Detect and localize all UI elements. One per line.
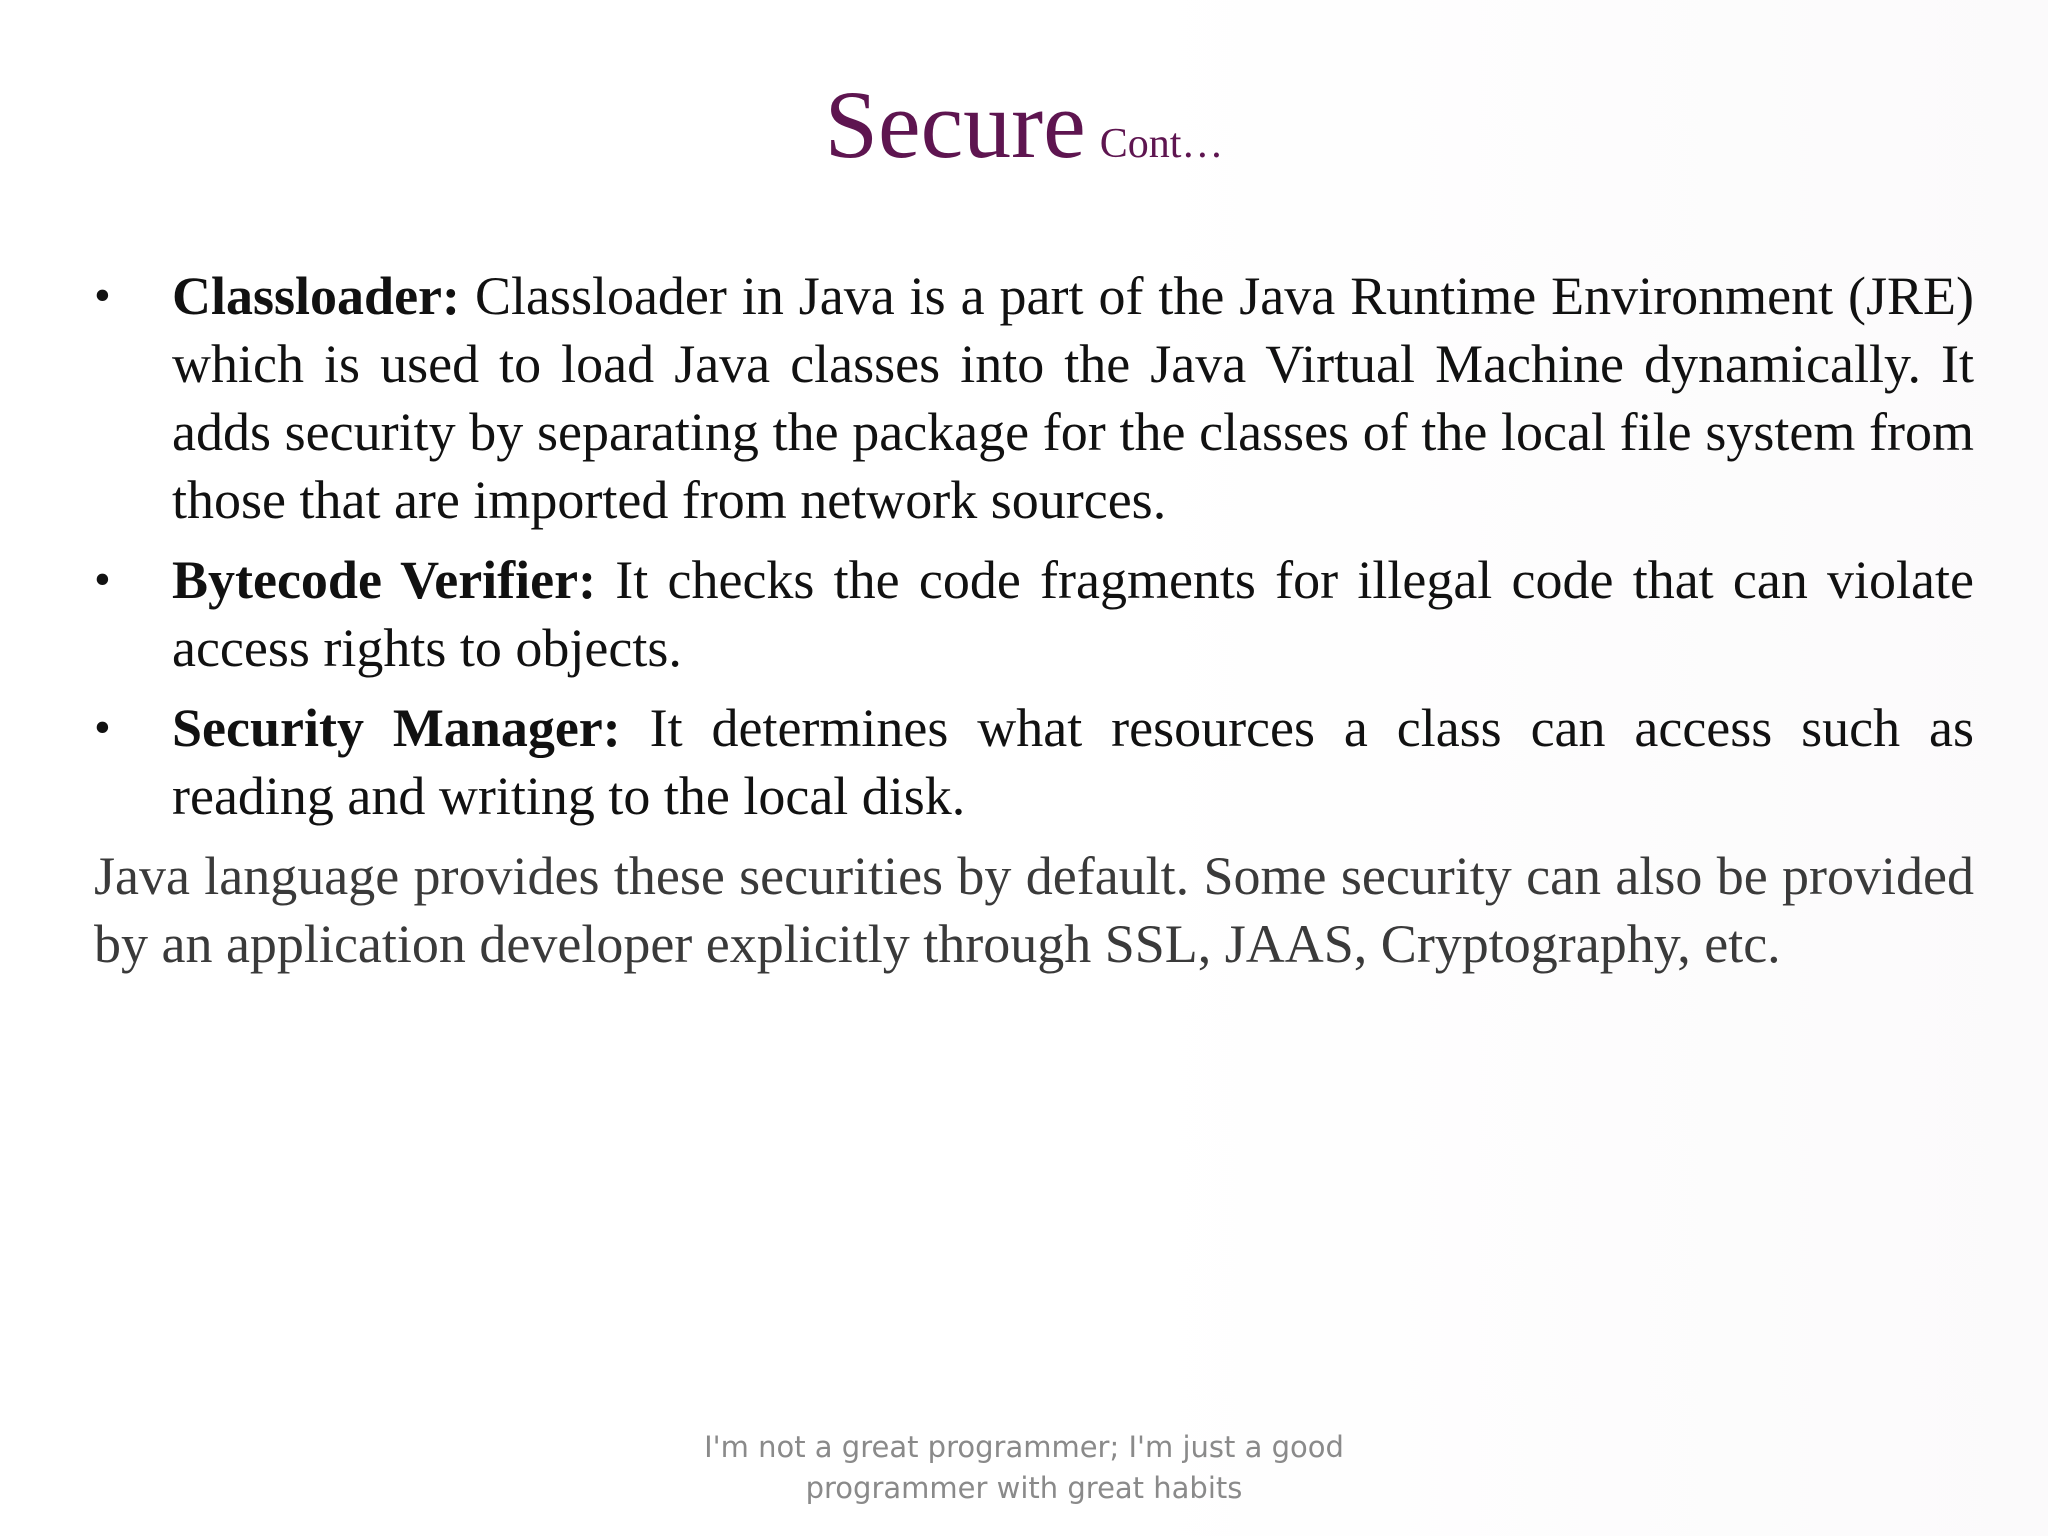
bullet-label: Bytecode Verifier: [172, 550, 616, 610]
bullet-marker: • [94, 701, 111, 754]
slide-content [94, 262, 1974, 978]
slide-title [0, 72, 2048, 178]
bullet-text: Classloader in Java is a part of the Java Runtime Environment (JRE) which is used to load Java classes into the Java Virtual Machine dynamically. It adds security by separating the package for the classes of the local file system from those that are imported from network sources. [172, 266, 1975, 530]
title-main: Secure [824, 71, 1086, 178]
bullet-marker: • [94, 553, 111, 606]
bullet-label: Classloader: [172, 266, 475, 326]
bullet-label: Security Manager: [172, 698, 650, 758]
footer-quote [0, 1427, 2048, 1509]
bullet-classloader [94, 262, 1974, 534]
bullet-marker: • [94, 269, 111, 322]
bullet-security-manager [94, 694, 1974, 830]
bullet-bytecode-verifier [94, 546, 1974, 682]
closing-paragraph: Java language provides these securities by default. Some security can also be provided by an application developer explicitly through SSL, JAAS, Cryptography, etc. [94, 846, 1974, 974]
bullet-text: It determines what resources a class can access such as reading and writing to the local disk. [172, 698, 1974, 826]
bullet-text: It checks the code fragments for illegal code that can violate access rights to objects. [172, 550, 1974, 678]
footer-line-2: programmer with great habits [805, 1471, 1243, 1505]
footer-line-1: I'm not a great programmer; I'm just a good [704, 1430, 1344, 1464]
title-suffix: Cont… [1099, 121, 1224, 167]
